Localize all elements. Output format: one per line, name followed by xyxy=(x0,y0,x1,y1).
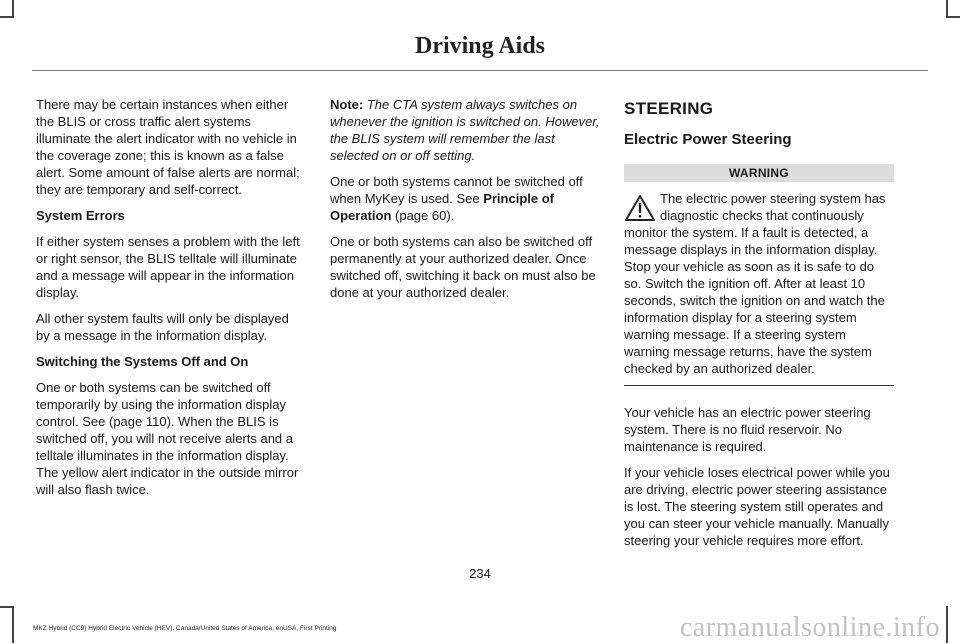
warning-triangle-icon xyxy=(624,194,656,222)
principle-of-operation-link[interactable]: Principle of Operation xyxy=(330,191,554,223)
crop-mark-top-right-h xyxy=(946,16,960,18)
column-right xyxy=(624,96,894,558)
paragraph-sensor-problem: If either system senses a problem with the left or right sensor, the BLIS telltale will illuminate and a message will appear in the information display. xyxy=(36,234,300,300)
subsection-title-eps: Electric Power Steering xyxy=(624,131,792,148)
column-left xyxy=(36,96,306,507)
warning-text: The electric power steering system has diagnostic checks that continuously monitor the system. If a fault is detected, a message displays in the information display. Stop your vehicle as soon as it is safe to do so. Switch the ignition off. After at least 10 seconds, switch the ignition on and watch the information display for a steering system warning message. If a steering system warning message returns, have the system checked by an authorized dealer. xyxy=(624,191,886,376)
warning-divider xyxy=(624,385,894,386)
warning-box xyxy=(624,190,894,377)
paragraph-mykey xyxy=(330,173,600,224)
paragraph-switch-off-temporarily: One or both systems can be switched off temporarily by using the information display control. See (page 110). When the BLIS is switched off, you will not receive alerts and a telltale illuminates in the information display. The yellow alert indicator in the outside mirror will also flash twice. xyxy=(36,380,299,497)
paragraph-eps-system: Your vehicle has an electric power steering system. There is no fluid reservoir. No maintenance is required. xyxy=(624,405,871,454)
paragraph-false-alerts: There may be certain instances when either the BLIS or cross traffic alert systems illuminate the alert indicator with no vehicle in the coverage zone; this is known as a false alert. Some amount of false alerts are normal; they are temporary and self-correct. xyxy=(36,97,300,197)
warning-label: WARNING xyxy=(624,164,894,182)
section-title-steering: STEERING xyxy=(624,99,714,118)
heading-switching: Switching the Systems Off and On xyxy=(36,354,249,369)
paragraph-other-faults: All other system faults will only be displayed by a message in the information display. xyxy=(36,311,289,343)
watermark-logo: carmanualsonline.info xyxy=(679,612,940,643)
page-header-title: Driving Aids xyxy=(414,33,546,59)
column-middle xyxy=(330,96,600,310)
page-number: 234 xyxy=(469,566,491,581)
footer-text: MKZ Hybrid (CC9) Hybrid Electric Vehicle (HEV), Canada/United States of America, enUSA, First Printing xyxy=(33,625,337,632)
crop-mark-top-left-h xyxy=(0,16,14,18)
page-reference: (page 60). xyxy=(391,208,455,223)
paragraph-power-loss: If your vehicle loses electrical power while you are driving, electric power steering assistance is lost. The steering system still operates and you can steer your vehicle manually. Manually steering your vehicle requires more effort. xyxy=(624,465,890,548)
heading-system-errors: System Errors xyxy=(36,208,125,223)
note-label: Note: xyxy=(330,97,364,112)
crop-mark-bottom-left-h xyxy=(0,606,14,608)
mykey-text: One or both systems cannot be switched off when MyKey is used. See xyxy=(330,174,583,206)
paragraph-permanent-switch-off: One or both systems can also be switched off permanently at your authorized dealer. Once switched off, switching it back on must also be done at your authorized dealer. xyxy=(330,234,596,300)
header-divider xyxy=(32,70,928,71)
crop-mark-bottom-right-v xyxy=(946,606,948,643)
note-text: The CTA system always switches on whenever the ignition is switched on. However, the BLIS system will remember the last selected on or off setting. xyxy=(330,97,600,163)
crop-mark-bottom-left-v xyxy=(12,606,14,643)
note-paragraph xyxy=(330,96,600,164)
